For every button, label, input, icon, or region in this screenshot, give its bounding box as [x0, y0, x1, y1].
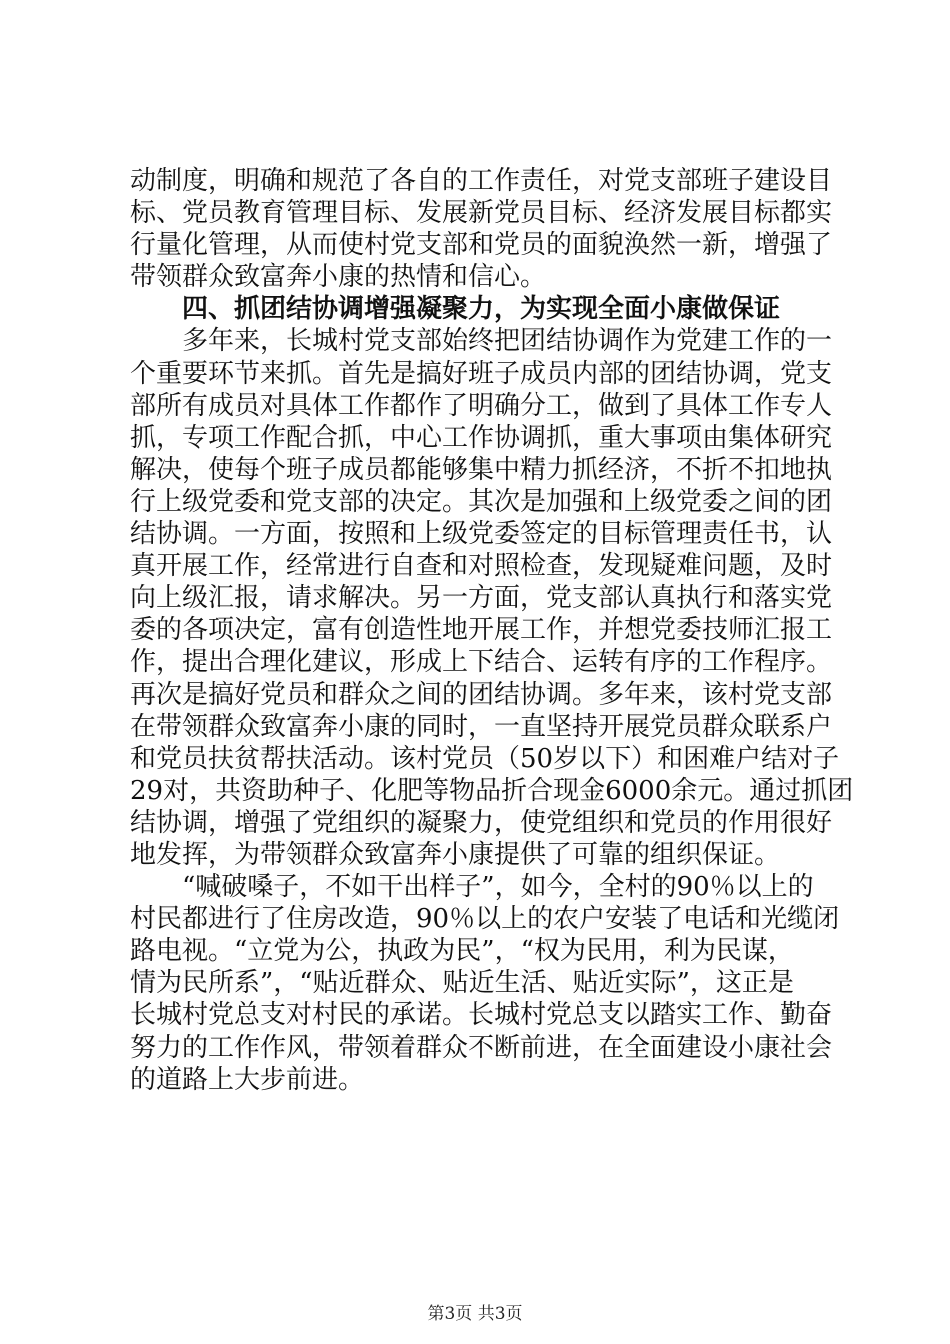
- text-line: 地发挥，为带领群众致富奔小康提供了可靠的组织保证。: [130, 839, 781, 870]
- text-line: 村民都进行了住房改造，90％以上的农户安装了电话和光缆闭: [130, 904, 840, 935]
- page-footer: 第3页 共3页: [427, 1304, 523, 1324]
- text-line: 真开展工作，经常进行自查和对照检查，发现疑难问题，及时: [130, 551, 833, 582]
- paragraph-continuation: [130, 165, 835, 293]
- text-line: 的道路上大步前进。: [130, 1064, 365, 1095]
- text-line: 行上级党委和党支部的决定。其次是加强和上级党委之间的团: [130, 486, 833, 517]
- text-line: 长城村党总支对村民的承诺。长城村党总支以踏实工作、勤奋: [130, 1000, 833, 1031]
- text-line: 作，提出合理化建议，形成上下结合、运转有序的工作程序。: [130, 647, 833, 678]
- text-line: 多年来，长城村党支部始终把团结协调作为党建工作的一: [182, 326, 833, 357]
- text-line: 结协调。一方面，按照和上级党委签定的目标管理责任书，认: [130, 519, 833, 550]
- text-line: 抓，专项工作配合抓，中心工作协调抓，重大事项由集体研究: [130, 422, 833, 453]
- text-line: 个重要环节来抓。首先是搞好班子成员内部的团结协调，党支: [130, 358, 833, 389]
- text-line: 部所有成员对具体工作都作了明确分工，做到了具体工作专人: [130, 390, 833, 421]
- text-line: 努力的工作作风，带领着群众不断前进，在全面建设小康社会: [130, 1032, 833, 1063]
- text-line: 动制度，明确和规范了各自的工作责任，对党支部班子建设目: [130, 166, 833, 196]
- text-line: 解决，使每个班子成员都能够集中精力抓经济，不折不扣地执: [130, 454, 833, 485]
- text-line: 行量化管理，从而使村党支部和党员的面貌涣然一新，增强了: [130, 230, 833, 261]
- text-line: 标、党员教育管理目标、发展新党员目标、经济发展目标都实: [130, 198, 833, 229]
- document-body: [130, 165, 854, 1096]
- text-line: 29对，共资助种子、化肥等物品折合现金6000余元。通过抓团: [130, 775, 854, 806]
- text-line: 再次是搞好党员和群众之间的团结协调。多年来，该村党支部: [130, 679, 833, 710]
- text-line: 结协调，增强了党组织的凝聚力，使党组织和党员的作用很好: [130, 807, 833, 838]
- text-line: 和党员扶贫帮扶活动。该村党员（50岁以下）和困难户结对子: [130, 743, 840, 774]
- paragraph-unity: [130, 325, 854, 871]
- text-line: “喊破嗓子，不如干出样子”，如今，全村的90％以上的: [182, 872, 814, 903]
- paragraph-conclusion: [130, 871, 840, 1096]
- text-line: 向上级汇报，请求解决。另一方面，党支部认真执行和落实党: [130, 583, 833, 614]
- text-line: 委的各项决定，富有创造性地开展工作，并想党委技师汇报工: [130, 615, 833, 646]
- section-heading: 四、抓团结协调增强凝聚力，为实现全面小康做保证: [182, 294, 781, 325]
- text-line: 在带领群众致富奔小康的同时，一直坚持开展党员群众联系户: [130, 711, 833, 742]
- text-line: 情为民所系”，“贴近群众、贴近生活、贴近实际”，这正是: [130, 968, 794, 999]
- text-line: 路电视。“立党为公，执政为民”，“权为民用，利为民谋，: [130, 936, 794, 967]
- text-line: 带领群众致富奔小康的热情和信心。: [130, 262, 547, 293]
